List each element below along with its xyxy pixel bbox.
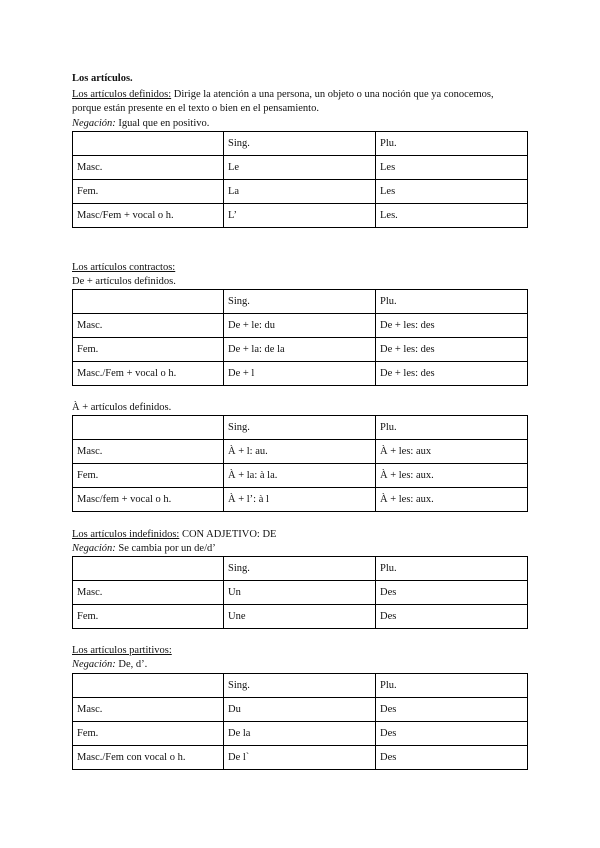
table-cell: Plu.	[376, 557, 528, 581]
table-cell: Une	[224, 605, 376, 629]
table-cell: Les	[376, 180, 528, 204]
table-cell: Fem.	[73, 722, 224, 746]
table-cell: Masc.	[73, 314, 224, 338]
negation-label: Negación:	[72, 659, 116, 670]
table-cell: Masc./Fem con vocal o h.	[73, 746, 224, 770]
table-cell: Sing.	[224, 674, 376, 698]
table-row	[73, 605, 528, 629]
table-cell: Les	[376, 156, 528, 180]
definidos-desc-line1: Dirige la atención a una persona, un objeto o una noción que ya conocemos,	[171, 89, 494, 100]
definidos-table	[72, 131, 528, 228]
table-cell	[73, 132, 224, 156]
table-row	[73, 464, 528, 488]
negation-text: Se cambia por un de/d’	[115, 543, 216, 554]
definidos-heading: Los artículos definidos:	[72, 89, 172, 100]
table-header-row	[73, 290, 528, 314]
table-cell: Fem.	[73, 338, 224, 362]
definidos-intro-line1	[72, 88, 494, 101]
negation-label: Negación:	[72, 543, 116, 554]
table-row	[73, 440, 528, 464]
definidos-negation	[72, 117, 209, 130]
table-row	[73, 698, 528, 722]
table-cell: Des	[376, 698, 528, 722]
table-cell: Fem.	[73, 180, 224, 204]
table-cell: De + les: des	[376, 362, 528, 386]
table-header-row	[73, 416, 528, 440]
contractos-a-table	[72, 415, 528, 512]
table-row	[73, 180, 528, 204]
table-cell: Des	[376, 746, 528, 770]
table-cell: De + les: des	[376, 338, 528, 362]
negation-label: Negación:	[72, 118, 116, 129]
negation-text: De, d’.	[115, 659, 148, 670]
indefinidos-table	[72, 556, 528, 629]
table-cell: Un	[224, 581, 376, 605]
table-row	[73, 204, 528, 228]
indefinidos-negation	[72, 542, 216, 555]
table-cell: À + les: aux.	[376, 488, 528, 512]
table-cell	[73, 557, 224, 581]
negation-text: Igual que en positivo.	[115, 118, 210, 129]
table-cell: De l`	[224, 746, 376, 770]
table-cell: À + les: aux.	[376, 464, 528, 488]
table-cell: Sing.	[224, 557, 376, 581]
table-cell: Des	[376, 581, 528, 605]
table-cell: De + l	[224, 362, 376, 386]
table-cell: Masc.	[73, 698, 224, 722]
indefinidos-heading-line	[72, 528, 276, 541]
table-cell: Sing.	[224, 290, 376, 314]
table-header-row	[73, 674, 528, 698]
table-cell: Plu.	[376, 290, 528, 314]
table-cell	[73, 416, 224, 440]
partitivos-table	[72, 673, 528, 770]
table-cell: À + l’: à l	[224, 488, 376, 512]
table-cell: De + les: des	[376, 314, 528, 338]
contractos-heading: Los artículos contractos:	[72, 262, 176, 273]
table-cell: Sing.	[224, 416, 376, 440]
table-cell: Les.	[376, 204, 528, 228]
definidos-desc-line2: porque están presente en el texto o bien en el pensamiento.	[72, 103, 319, 114]
table-row	[73, 156, 528, 180]
table-cell: De la	[224, 722, 376, 746]
partitivos-heading: Los artículos partitivos:	[72, 645, 172, 656]
table-row	[73, 746, 528, 770]
indefinidos-heading: Los artículos indefinidos:	[72, 529, 180, 540]
table-cell: Masc./Fem + vocal o h.	[73, 362, 224, 386]
table-row	[73, 314, 528, 338]
table-row	[73, 362, 528, 386]
table-cell: De + le: du	[224, 314, 376, 338]
table-row	[73, 338, 528, 362]
table-header-row	[73, 557, 528, 581]
table-cell: Masc.	[73, 440, 224, 464]
table-header-row	[73, 132, 528, 156]
table-cell: Plu.	[376, 674, 528, 698]
contractos-sub2: À + artículos definidos.	[72, 402, 172, 413]
table-cell: Masc/fem + vocal o h.	[73, 488, 224, 512]
page-title: Los artículos.	[72, 73, 133, 84]
table-cell: Fem.	[73, 605, 224, 629]
table-cell: À + l: au.	[224, 440, 376, 464]
table-cell: Masc.	[73, 156, 224, 180]
table-cell: À + les: aux	[376, 440, 528, 464]
table-row	[73, 488, 528, 512]
table-row	[73, 581, 528, 605]
table-cell: De + la: de la	[224, 338, 376, 362]
table-cell: Du	[224, 698, 376, 722]
table-cell: Des	[376, 605, 528, 629]
table-cell: Sing.	[224, 132, 376, 156]
table-cell: Plu.	[376, 132, 528, 156]
contractos-sub1: De + artículos definidos.	[72, 276, 176, 287]
table-cell: Fem.	[73, 464, 224, 488]
partitivos-negation	[72, 658, 147, 671]
contractos-de-table	[72, 289, 528, 386]
table-cell	[73, 290, 224, 314]
indefinidos-heading-extra: CON ADJETIVO: DE	[179, 529, 277, 540]
table-cell: À + la: à la.	[224, 464, 376, 488]
table-row	[73, 722, 528, 746]
table-cell: Des	[376, 722, 528, 746]
table-cell: Le	[224, 156, 376, 180]
table-cell: Masc/Fem + vocal o h.	[73, 204, 224, 228]
table-cell	[73, 674, 224, 698]
table-cell: L’	[224, 204, 376, 228]
table-cell: La	[224, 180, 376, 204]
table-cell: Masc.	[73, 581, 224, 605]
table-cell: Plu.	[376, 416, 528, 440]
